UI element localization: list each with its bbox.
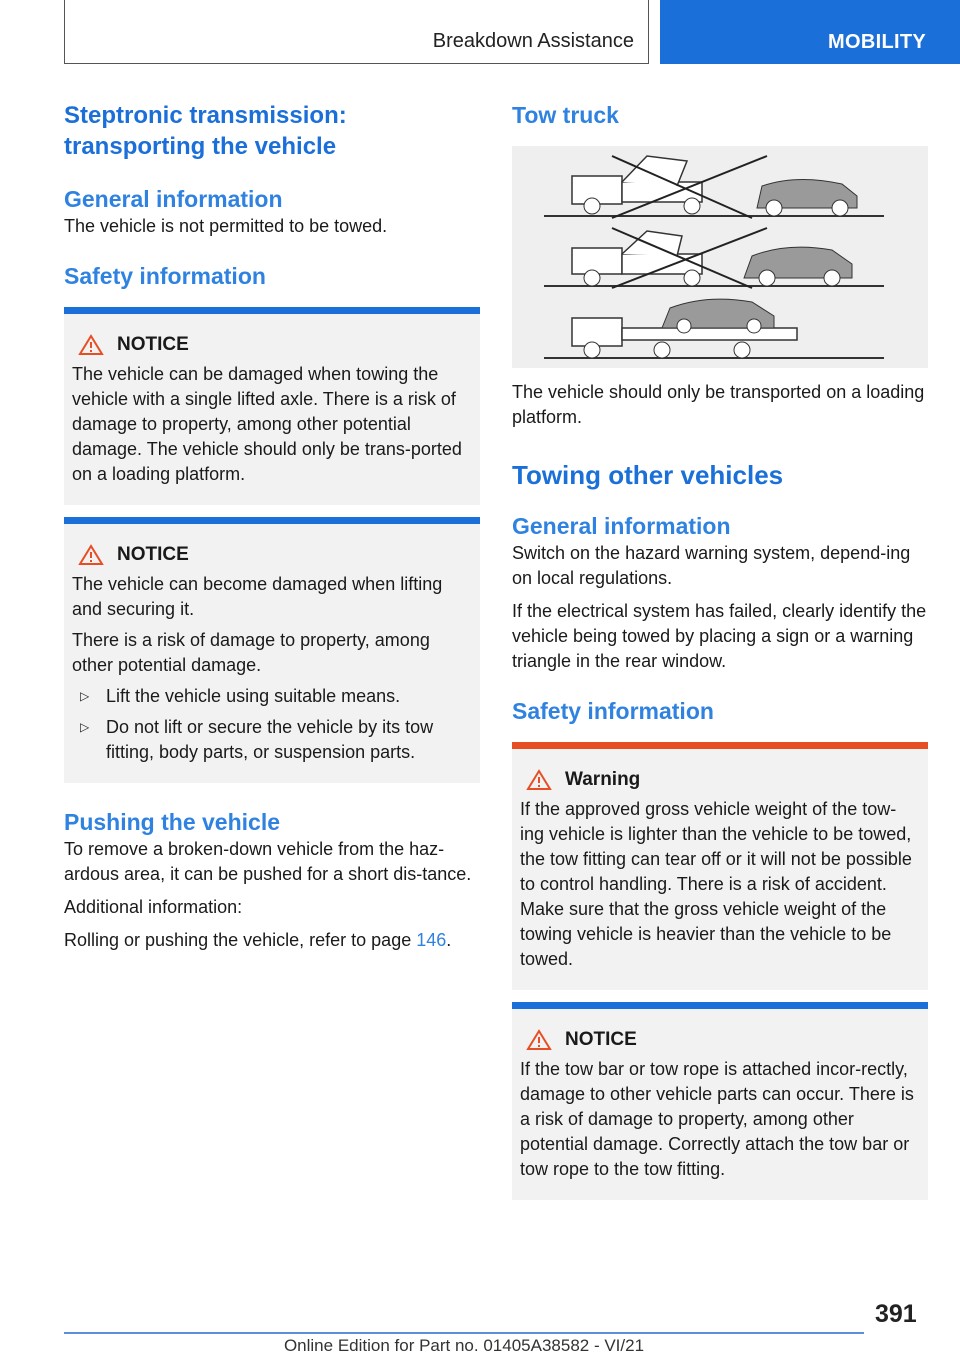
safety-information-heading: Safety information (64, 263, 266, 289)
warning-triangle-icon (526, 769, 552, 791)
right-column (512, 100, 928, 1200)
page-number: 391 (875, 1300, 917, 1328)
notice-box (64, 517, 480, 783)
safety-information-heading: Safety information (512, 698, 714, 724)
notice-box (64, 307, 480, 505)
list-item-text: Lift the vehicle using suitable means. (106, 686, 401, 706)
notice-text: There is a risk of damage to property, among other potential damage. (72, 630, 430, 675)
header-chapter-label: MOBILITY (828, 31, 926, 53)
header-section-title: Breakdown Assistance (432, 30, 634, 52)
page-reference-text: Rolling or pushing the vehicle, refer to page (64, 930, 417, 950)
header-chapter-tab[interactable] (660, 0, 960, 64)
footer-divider (64, 1332, 864, 1334)
list-item (72, 684, 472, 709)
warning-triangle-icon (78, 544, 104, 566)
notice-box (512, 1002, 928, 1200)
notice-text: The vehicle can be damaged when towing the vehicle with a single lifted axle. There is a risk of damage to property, among other potential damage. The vehicle should only be trans‐ported on a loading platform. (72, 364, 462, 484)
warning-box (512, 742, 928, 990)
warning-title: Warning (565, 769, 641, 790)
general-information-text: If the electrical system has failed, clearly identify the vehicle being towed by placing a sign or a warning triangle in the rear window. (512, 601, 927, 671)
list-item (72, 715, 472, 765)
page-reference-end: . (446, 930, 452, 950)
footer-edition: Online Edition for Part no. 01405A38582 - VI/21 (283, 1336, 645, 1355)
warning-triangle-icon (78, 334, 104, 356)
page-reference (64, 928, 480, 953)
left-column (64, 100, 480, 953)
notice-title: NOTICE (117, 334, 189, 355)
warning-triangle-icon (526, 1029, 552, 1051)
additional-information-label: Additional information: (64, 897, 243, 917)
tow-truck-text: The vehicle should only be transported on a loading platform. (512, 382, 925, 427)
page-title: Steptronic transmission: transporting the vehicle (64, 102, 347, 160)
notice-title: NOTICE (117, 544, 189, 565)
notice-text: If the tow bar or tow rope is attached incor‐rectly, damage to other vehicle parts can occur. There is a risk of damage to property, among other potential damage. Correctly attach the tow bar or tow rope to the tow fitting. (520, 1059, 914, 1179)
notice-text: The vehicle can become damaged when lifting and securing it. (72, 574, 443, 619)
bullet-triangle-icon: ▷ (80, 689, 90, 703)
page-reference-link[interactable]: 146 (416, 930, 447, 950)
tow-truck-illustration (512, 146, 928, 368)
general-information-heading: General information (64, 186, 283, 212)
notice-title: NOTICE (565, 1029, 637, 1050)
pushing-vehicle-text: To remove a broken-down vehicle from the haz‐ardous area, it can be pushed for a short dis‐tance. (64, 839, 472, 884)
general-information-text: The vehicle is not permitted to be towed. (64, 216, 388, 236)
header-section-box (64, 0, 649, 64)
tow-truck-heading: Tow truck (512, 102, 619, 128)
general-information-heading: General information (512, 513, 731, 539)
warning-text: If the approved gross vehicle weight of the tow‐ing vehicle is lighter than the vehicle to be towed, the tow fitting can tear off or it will not be possible to control handling. There is a risk of accident. Make sure that the gross vehicle weight of the towing vehicle is heavier than the vehicle to be towed. (520, 799, 912, 969)
bullet-triangle-icon: ▷ (80, 720, 90, 734)
general-information-text: Switch on the hazard warning system, depend‐ing on local regulations. (512, 543, 911, 588)
pushing-vehicle-heading: Pushing the vehicle (64, 809, 280, 835)
towing-other-vehicles-title: Towing other vehicles (512, 460, 784, 490)
list-item-text: Do not lift or secure the vehicle by its tow fitting, body parts, or suspension parts. (106, 717, 434, 762)
